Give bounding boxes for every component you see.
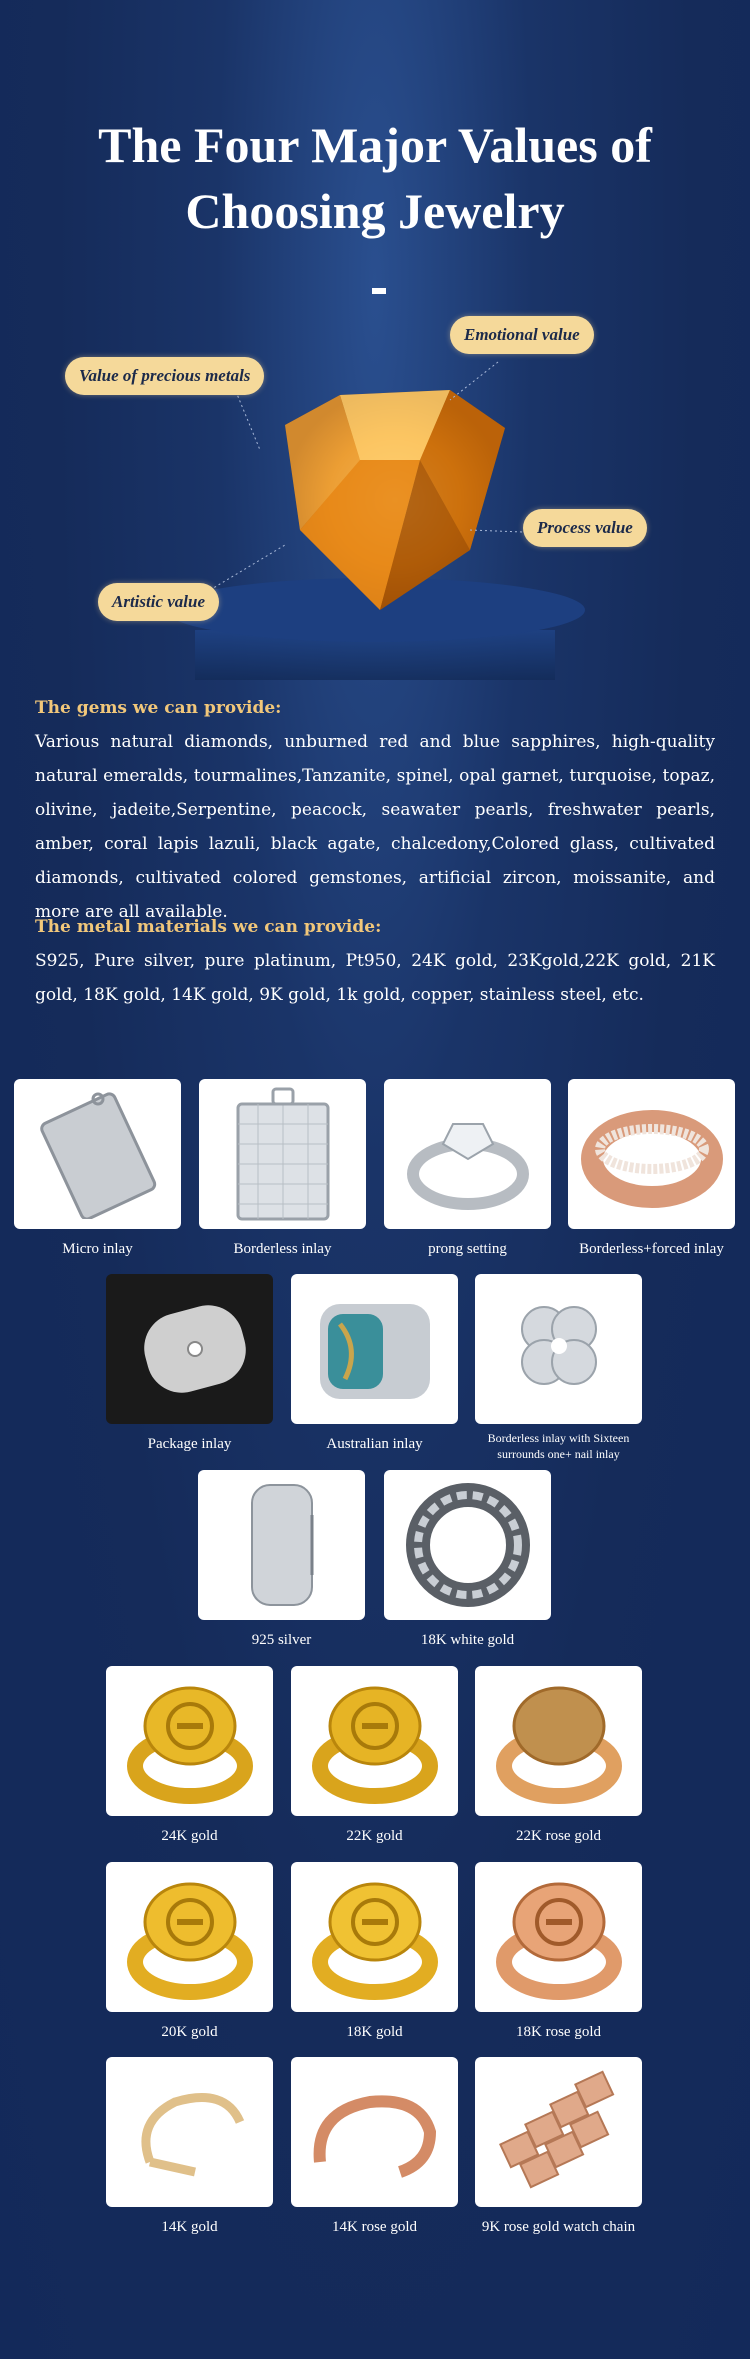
product-card[interactable]	[291, 1274, 458, 1454]
product-caption: Borderless inlay	[233, 1241, 332, 1257]
product-caption: Borderless inlay with Sixteen surrounds one+ nail inlay	[487, 1431, 630, 1461]
product-caption: 9K rose gold watch chain	[481, 2219, 636, 2235]
gems-heading: The gems we can provide:	[35, 698, 282, 718]
product-card[interactable]	[106, 1862, 273, 2042]
product-caption: Australian inlay	[326, 1436, 423, 1452]
product-card[interactable]	[106, 1666, 273, 1846]
process-value-badge: Process value	[523, 509, 647, 547]
product-caption: prong setting	[428, 1241, 507, 1257]
gold-signet-ring-image	[106, 1862, 273, 2012]
product-caption: 22K gold	[346, 1828, 403, 1844]
rose-gold-signet-ring-image	[475, 1862, 642, 2012]
gem-illustration	[0, 300, 750, 680]
product-card[interactable]	[475, 1666, 642, 1846]
rose-gold-bangle-image	[291, 2057, 458, 2207]
product-caption: 18K gold	[346, 2024, 403, 2040]
borderless-inlay-pendant-image	[199, 1079, 366, 1229]
gems-text: Various natural diamonds, unburned red and blue sapphires, high-quality natural emeralds, tourmalines,Tanzanite, spinel, opal garnet, turquoise, topaz, olivine, jadeite,Serpentine, peacock, seawater pearls, freshwater pearls, amber, coral lapis lazuli, black agate, chalcedony,Colored glass, cultivated diamonds, cultivated colored gemstones, artificial zircon, moissanite, and more are all available.	[35, 732, 715, 922]
product-caption: 14K rose gold	[332, 2219, 417, 2235]
product-caption: 925 silver	[251, 1632, 312, 1648]
product-caption: Package inlay	[147, 1436, 232, 1452]
product-card[interactable]	[568, 1079, 735, 1259]
connector-line	[470, 530, 523, 532]
gems-section	[35, 691, 715, 929]
page-title-line-1: The Four Major Values of	[98, 117, 652, 173]
product-card[interactable]	[475, 1862, 642, 2042]
australian-inlay-ring-image	[291, 1274, 458, 1424]
page-title-line-2: Choosing Jewelry	[185, 183, 565, 239]
product-caption: 18K white gold	[420, 1632, 515, 1648]
product-card[interactable]	[14, 1079, 181, 1259]
clover-inlay-ring-image	[475, 1274, 642, 1424]
rose-gold-signet-ring-image	[475, 1666, 642, 1816]
product-caption: 24K gold	[161, 1828, 218, 1844]
product-card[interactable]	[291, 1666, 458, 1846]
product-card[interactable]	[291, 1862, 458, 2042]
product-card[interactable]	[106, 2057, 273, 2237]
product-caption: 20K gold	[161, 2024, 218, 2040]
page-title	[0, 112, 750, 244]
micro-inlay-pendant-image	[14, 1079, 181, 1229]
product-caption: 18K rose gold	[516, 2024, 601, 2040]
white-gold-ring-image	[384, 1470, 551, 1620]
product-card[interactable]	[475, 2057, 642, 2237]
product-card[interactable]	[475, 1274, 642, 1462]
product-card[interactable]	[384, 1470, 551, 1650]
metals-section	[35, 910, 715, 1012]
metals-heading: The metal materials we can provide:	[35, 917, 382, 937]
product-caption: Borderless+forced inlay	[579, 1241, 724, 1257]
gold-signet-ring-image	[291, 1862, 458, 2012]
artistic-value-badge: Artistic value	[98, 583, 219, 621]
product-card[interactable]	[106, 1274, 273, 1454]
prong-setting-ring-image	[384, 1079, 551, 1229]
product-caption: Micro inlay	[62, 1241, 133, 1257]
precious-metals-value-badge: Value of precious metals	[65, 357, 264, 395]
silver-case-image	[198, 1470, 365, 1620]
product-caption: 14K gold	[161, 2219, 218, 2235]
emotional-value-badge: Emotional value	[450, 316, 594, 354]
borderless-forced-inlay-ring-image	[568, 1079, 735, 1229]
connector-line	[450, 362, 498, 400]
product-card[interactable]	[291, 2057, 458, 2237]
gold-signet-ring-image	[106, 1666, 273, 1816]
product-caption: 22K rose gold	[516, 1828, 601, 1844]
package-inlay-ring-image	[106, 1274, 273, 1424]
gold-bangle-image	[106, 2057, 273, 2207]
title-divider	[372, 288, 386, 294]
product-card[interactable]	[198, 1470, 365, 1650]
metals-text: S925, Pure silver, pure platinum, Pt950, 24K gold, 23Kgold,22K gold, 21K gold, 18K gold, 14K gold, 9K gold, 1k gold, copper, stainless steel, etc.	[35, 951, 715, 1005]
rose-gold-watch-chain-image	[475, 2057, 642, 2207]
product-card[interactable]	[199, 1079, 366, 1259]
product-card[interactable]	[384, 1079, 551, 1259]
gold-signet-ring-image	[291, 1666, 458, 1816]
gem-icon	[285, 390, 505, 610]
